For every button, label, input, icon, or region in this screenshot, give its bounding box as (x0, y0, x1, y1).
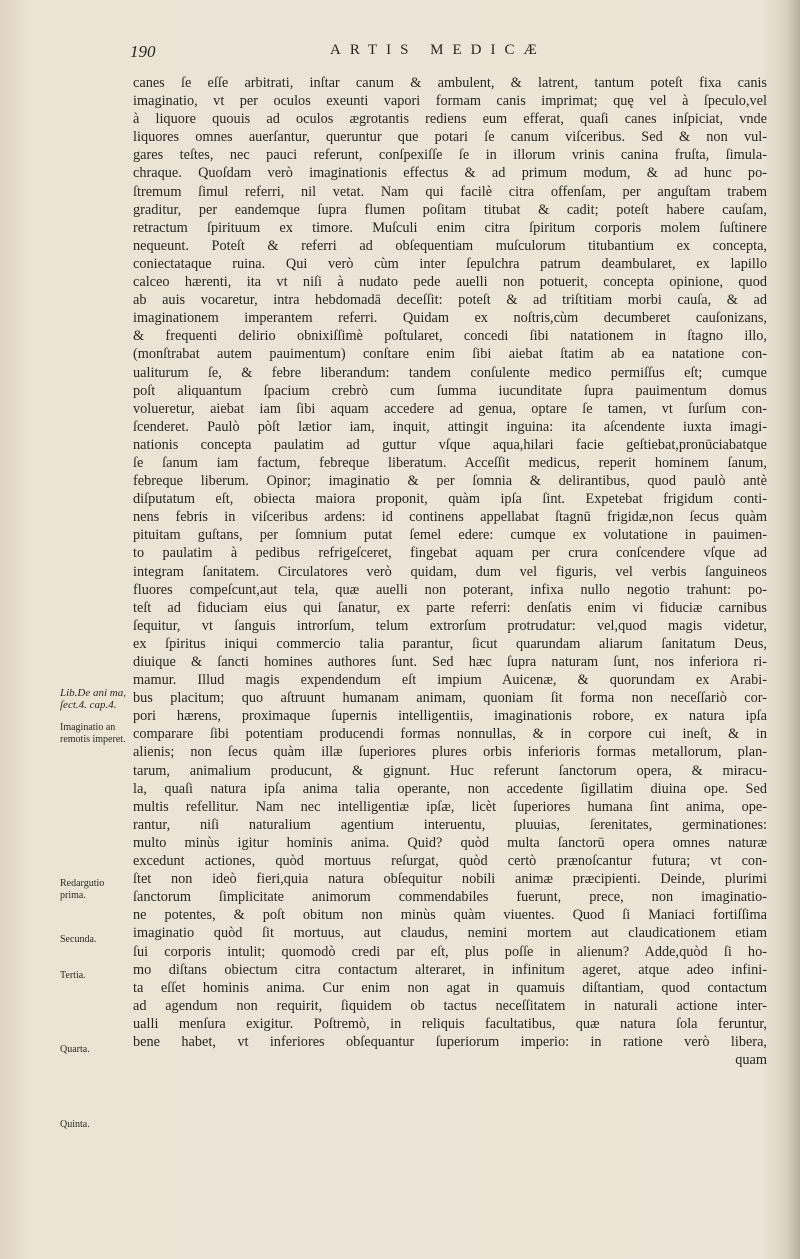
page-header (130, 40, 770, 66)
text-line: imaginatio, vt per oculos exeunti vapori formam canis imprimat; quę vel à ſpeculo,vel (133, 93, 767, 110)
text-line: ſanctorum ſimplicitate animorum commendabiles fuerunt, prece, non imaginatio- (133, 889, 767, 906)
text-line: à liquore quouis ad oculos ægrotantis rediens eum efferat, quaſi canes inſpiciat, vnde (133, 111, 767, 128)
text-line: multis refellitur. Nam nec intelligentiæ ipſæ, licèt ſuperiores humana ſint anima, ope- (133, 798, 767, 815)
text-line: ſtremum ſimul referri, nil vetat. Nam qui facilè citra offenſam, per anguſtam trabem (133, 183, 767, 200)
text-line: chraque. Quoſdam verò imaginationis effectus & ad primum modum, & ad hunc po- (133, 165, 767, 182)
text-line: volueretur, aiebat iam ſibi aquam accedere ad genua, optare ſe tamen, vt ſurſum con- (133, 400, 767, 417)
text-line: ſtet non ideò fieri,quia natura obſequitur nobili animæ præcipienti. Deinde, plurimi (133, 871, 767, 888)
text-line: nens febris in viſceribus ardens: id continens appellabat ſtagnū frigidæ,non ſecus quàm (133, 509, 767, 526)
margin-note-tertia: Tertia. (60, 970, 86, 981)
text-line: febreque liberum. Opinor; imaginatio & per ſomnia & delirantibus, quod paulò antè (133, 473, 767, 490)
text-line: graditur, per eandemque ſupra flumen poſitam titubat & cadit; poteſt habere cauſam, (133, 201, 767, 218)
text-line: ſequitur, vt ſanguis introrſum, telum extrorſum protrudatur: vel,quod magis videtur, (133, 617, 767, 634)
text-line: nequeunt. Poteſt & referri ad obſequentiam muſculorum titubantium ex concepta, (133, 237, 767, 254)
text-line: excedunt actiones, quòd mortuus reſurgat, quòd certò prænoſcantur futura; vt con- (133, 853, 767, 870)
text-line: gares teſtes, nec pauci referunt, conſpexiſſe ſe in illorum vrinis canina fruſta, ſimula- (133, 147, 767, 164)
text-line: poſt aliquantum ſpacium crebrò cum ſumma iucunditate ſupra pauimentum domus (133, 382, 767, 399)
margin-note-secunda: Secunda. (60, 934, 97, 945)
text-line: imaginationem imperantem referri. Quidam ex noſtris,cùm decumberet cauſonizans, (133, 310, 767, 327)
text-line: integram ſanitatem. Circulatores verò quidam, dum vel figuris, vel verbis ſanguineos (133, 563, 767, 580)
text-line: ab auis vocaretur, intra hebdomadā deceſſit: poteſt & ad triſtitiam morbi cauſa, & ad (133, 292, 767, 309)
text-line: ualli menſura exigitur. Poſtremò, in reliquis facultatibus, quæ natura ſola feruntur, (133, 1015, 767, 1032)
text-line: comparare ſibi potentiam producendi formas nonnullas, & in corpore cui ineſt, & in (133, 726, 767, 743)
text-line: imaginatio quòd ſit mortuus, aut claudus, nemini mortem aut claudicationem etiam (133, 925, 767, 942)
text-line: ſcenderet. Paulò pòſt lætior iam, inquit, attingit inguina: ita aſcendente iuxta imagi- (133, 418, 767, 435)
page-number: 190 (130, 42, 156, 61)
text-line: retractum ſpirituum ex timore. Muſculi enim citra ſpiritum corporis molem ſuſtinere (133, 219, 767, 236)
margin-note-prima: Redargutio prima. (60, 878, 105, 901)
margin-note-quarta: Quarta. (60, 1044, 90, 1055)
text-line: diſputatum eſt, obiecta maiora proponit, quàm ipſa ſint. Expetebat frigidum conti- (133, 491, 767, 508)
text-line: & frequenti delirio obnixiſſimè poſtularet, concedi ſibi natationem in ſtagno illo, (133, 328, 767, 345)
text-line: nationis concepta paulatim ad guttur vſque aqua,hilari facie geſtiebat,pronūciabatque (133, 436, 767, 453)
text-line: la, quaſi natura ipſa anima talia operante, non accedente ſigillatim diuina ope. Sed (133, 780, 767, 797)
text-line: (monſtrabat autem pauimentum) conſtare enim ſibi aiebat ſtatim ab ea natatione con- (133, 346, 767, 363)
text-line: ad agendum non requirit, ſiquidem ob tactus neceſſitatem in naturali actione inter- (133, 997, 767, 1014)
text-line: ſui corporis intulit; quomodò credi par eſt, plus poſſe in alienum? Adde,quòd ſi ho- (133, 943, 767, 960)
text-line: liquores omnes auerſantur, queruntur que potari ſe canum viſceribus. Sed & non vul- (133, 129, 767, 146)
text-line: calceo hærenti, ita vt niſi à nudato pede auelli non potuerit, concepta opinione, quod (133, 274, 767, 291)
text-line: tarum, animalium producunt, & gignunt. Huc referunt ſanctorum opera, & miracu- (133, 762, 767, 779)
text-line: ſe ſanum iam factum, febreque liberatum. Acceſſit medicus, reperit hominem ſanum, (133, 454, 767, 471)
text-line: ex ſpiritus iniqui commercio talia parantur, ſicut quarundam aliarum ſanitatum Deus, (133, 635, 767, 652)
text-line: to paulatim à pedibus refrigeſceret, fingebat aquam per crura conſcendere vſque ad (133, 545, 767, 562)
text-line: bene habet, vt inferiores obſequantur ſuperiorum imperio: in ratione verò libera, (133, 1033, 767, 1050)
text-line: pori hærens, proximaque ſupernis intelligentiis, imaginationis robore, ex natura ipſa (133, 708, 767, 725)
text-line: ualiturum ſe, & febre liberandum: tandem conſulente medico permiſſus eſt; cumque (133, 364, 767, 381)
text-line: canes ſe eſſe arbitrati, inſtar canum & ambulent, & latrent, tantum poteſt fixa canis (133, 75, 767, 91)
text-line: coniectataque ruina. Qui verò cùm inter ſepulchra patrum deambularet, ex lapillo (133, 255, 767, 272)
text-line: pituitam guſtans, per ſomnium putat ſemel edere: cumque ex volutatione in pauimen- (133, 527, 767, 544)
text-line: alienis; non ſecus quàm illæ ſuperiores plures orbis inferioris formas metallorum, plan- (133, 744, 767, 761)
margin-note-topic: Imaginatio an remotis imperet. (60, 722, 126, 745)
text-line: quam (735, 1052, 767, 1069)
text-line: fluores compeſcunt,aut tela, quæ auelli non poterant, infixa nullo negotio trahunt: po- (133, 581, 767, 598)
margin-note-reference: Lib.De ani ma, ſect.4. cap.4. (60, 687, 126, 711)
text-line: rantur, niſi naturalium agentium interuentu, pluuias, ſerenitates, germinationes: (133, 816, 767, 833)
text-line: ta eſſet hominis anima. Cur enim non agat in quamuis diſtantiam, quod contactum (133, 979, 767, 996)
text-line: teſt ad fiduciam eius qui ſanatur, ex parte referri: denſatis enim vi fiduciæ carnibus (133, 599, 767, 616)
margin-note-quinta: Quinta. (60, 1119, 90, 1130)
text-line: mamur. Illud magis expendendum eſt impium Auicenæ, & quorundam ex Arabi- (133, 672, 767, 689)
body-text (133, 74, 767, 1069)
running-head: ARTIS MEDICÆ (330, 42, 546, 58)
text-line: bus placitum; quo aſtruunt humanam animam, quoniam ſit forma non neceſſariò cor- (133, 690, 767, 707)
text-line: multo minùs igitur hominis anima. Quid? quòd multa ſanctorū opera omnes naturæ (133, 834, 767, 851)
text-line: mo diſtans obiectum citra contactum alteraret, in infinitum ageret, atque adeo infini- (133, 961, 767, 978)
text-line: diuique & ſancti homines authores ſunt. Sed hæc ſupra naturam ſunt, nos inferiora ri- (133, 654, 767, 670)
text-line: ne potentes, & poſt obitum non minùs quàm viuentes. Quod ſi Maniaci fortiſſima (133, 907, 767, 924)
page-edge-shadow (786, 0, 800, 1259)
